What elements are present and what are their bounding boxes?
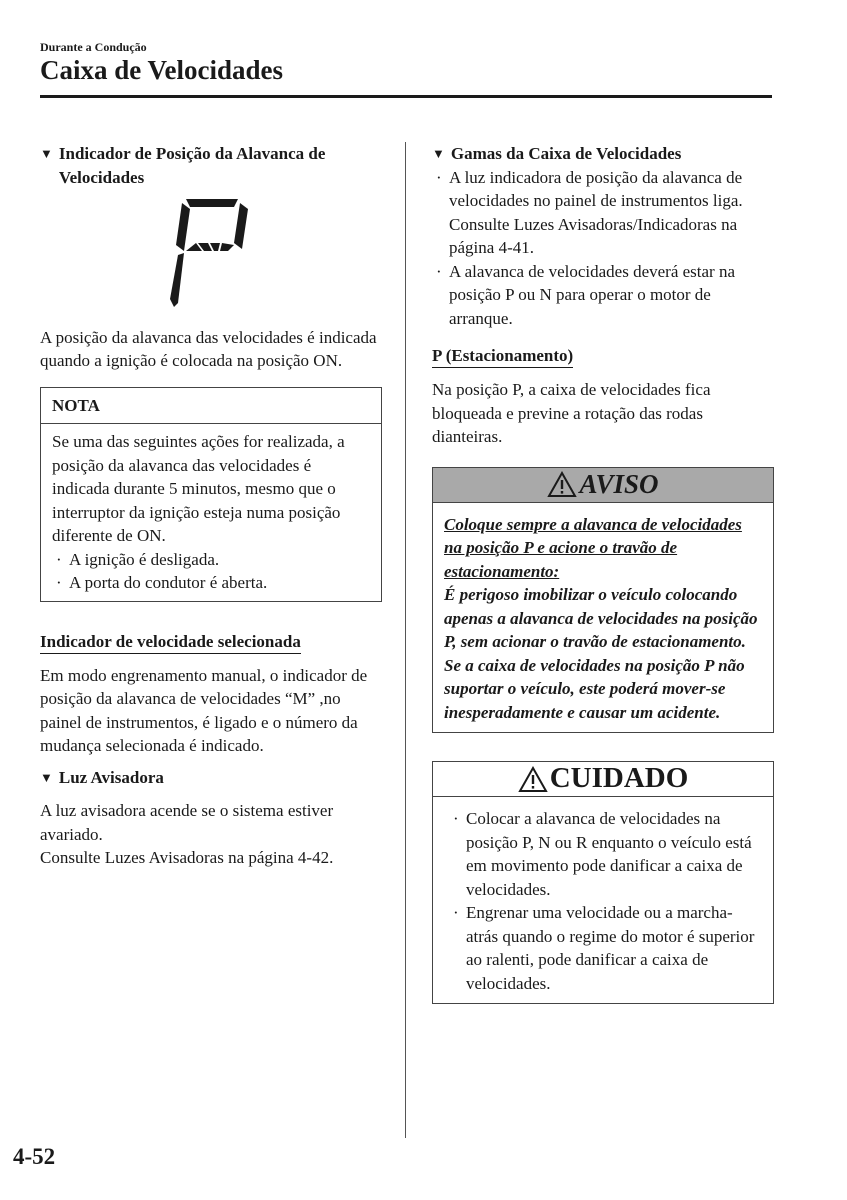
- column-divider: [405, 142, 406, 1138]
- ranges-heading: ▼ Gamas da Caixa de Velocidades: [432, 142, 774, 166]
- park-heading: P (Estacionamento): [432, 346, 573, 368]
- caution-title: CUIDADO: [549, 762, 689, 795]
- list-item: · Engrenar uma velocidade ou a marcha-atrás quando o regime do motor é superior ao ralenti, pode danificar a caixa de velocidades.: [449, 901, 762, 995]
- note-title: NOTA: [41, 388, 381, 425]
- warning-box: [432, 467, 774, 734]
- list-item: · A ignição é desligada.: [52, 548, 370, 572]
- section-label: Durante a Condução: [40, 40, 147, 54]
- warning-light-ref: Consulte Luzes Avisadoras na página 4-42.: [40, 848, 334, 867]
- page-number: 4-52: [13, 1144, 56, 1169]
- warning-triangle-icon: [547, 471, 577, 498]
- ranges-list: [432, 166, 774, 331]
- speed-indicator-heading: Indicador de velocidade selecionada: [40, 632, 301, 654]
- right-column: [432, 142, 774, 1004]
- page-title: Caixa de Velocidades: [40, 55, 284, 85]
- caution-header: [433, 762, 773, 797]
- warning-triangle-icon: [518, 766, 548, 793]
- note-list: [52, 548, 370, 595]
- triangle-down-icon: ▼: [40, 146, 53, 161]
- note-box: [40, 387, 382, 602]
- indicator-description: A posição da alavanca das velocidades é indicada quando a ignição é colocada na posição ON.: [40, 327, 377, 370]
- warning-text: É perigoso imobilizar o veículo colocando apenas a alavanca de velocidades na posição P, sem acionar o travão de estacionamento. Se a caixa de velocidades na posição P não suportar o veículo, este poderá mover-se inesperadamente e causar um acidente.: [444, 585, 758, 722]
- warning-header: [433, 468, 773, 503]
- list-item: · A luz indicadora de posição da alavanca de velocidades no painel de instrumentos liga. Consulte Luzes Avisadoras/Indicadoras na página 4-41.: [432, 166, 774, 260]
- gear-position-p-icon: [168, 195, 258, 313]
- note-text: Se uma das seguintes ações for realizada, a posição da alavanca das velocidades é indicada durante 5 minutos, mesmo que o interruptor da ignição esteja numa posição diferente de ON.: [52, 432, 345, 545]
- speed-indicator-text: Em modo engrenamento manual, o indicador de posição da alavanca de velocidades “M” ,no painel de instrumentos, é ligado e o número da mudança selecionada é indicado.: [40, 665, 368, 755]
- warning-light-text: A luz avisadora acende se o sistema estiver avariado.: [40, 801, 334, 844]
- list-item: · A porta do condutor é aberta.: [52, 571, 370, 595]
- warning-instruction: Coloque sempre a alavanca de velocidades na posição P e acione o travão de estacionamento:: [444, 514, 742, 581]
- triangle-down-icon: ▼: [40, 769, 53, 785]
- triangle-down-icon: ▼: [432, 146, 445, 161]
- caution-box: [432, 761, 774, 1004]
- indicator-heading: ▼ Indicador de Posição da Alavanca de Velocidades: [40, 142, 382, 189]
- warning-title: AVISO: [579, 468, 659, 499]
- list-item: · Colocar a alavanca de velocidades na posição P, N ou R enquanto o veículo está em movimento pode danificar a caixa de velocidades.: [449, 807, 762, 901]
- park-text: Na posição P, a caixa de velocidades fica bloqueada e previne a rotação das rodas dianteiras.: [432, 380, 711, 446]
- left-column: [40, 142, 382, 870]
- list-item: · A alavanca de velocidades deverá estar na posição P ou N para operar o motor de arranque.: [432, 260, 774, 331]
- header-divider: [40, 95, 772, 98]
- warning-light-heading: ▼ Luz Avisadora: [40, 766, 382, 790]
- caution-list: [449, 807, 762, 995]
